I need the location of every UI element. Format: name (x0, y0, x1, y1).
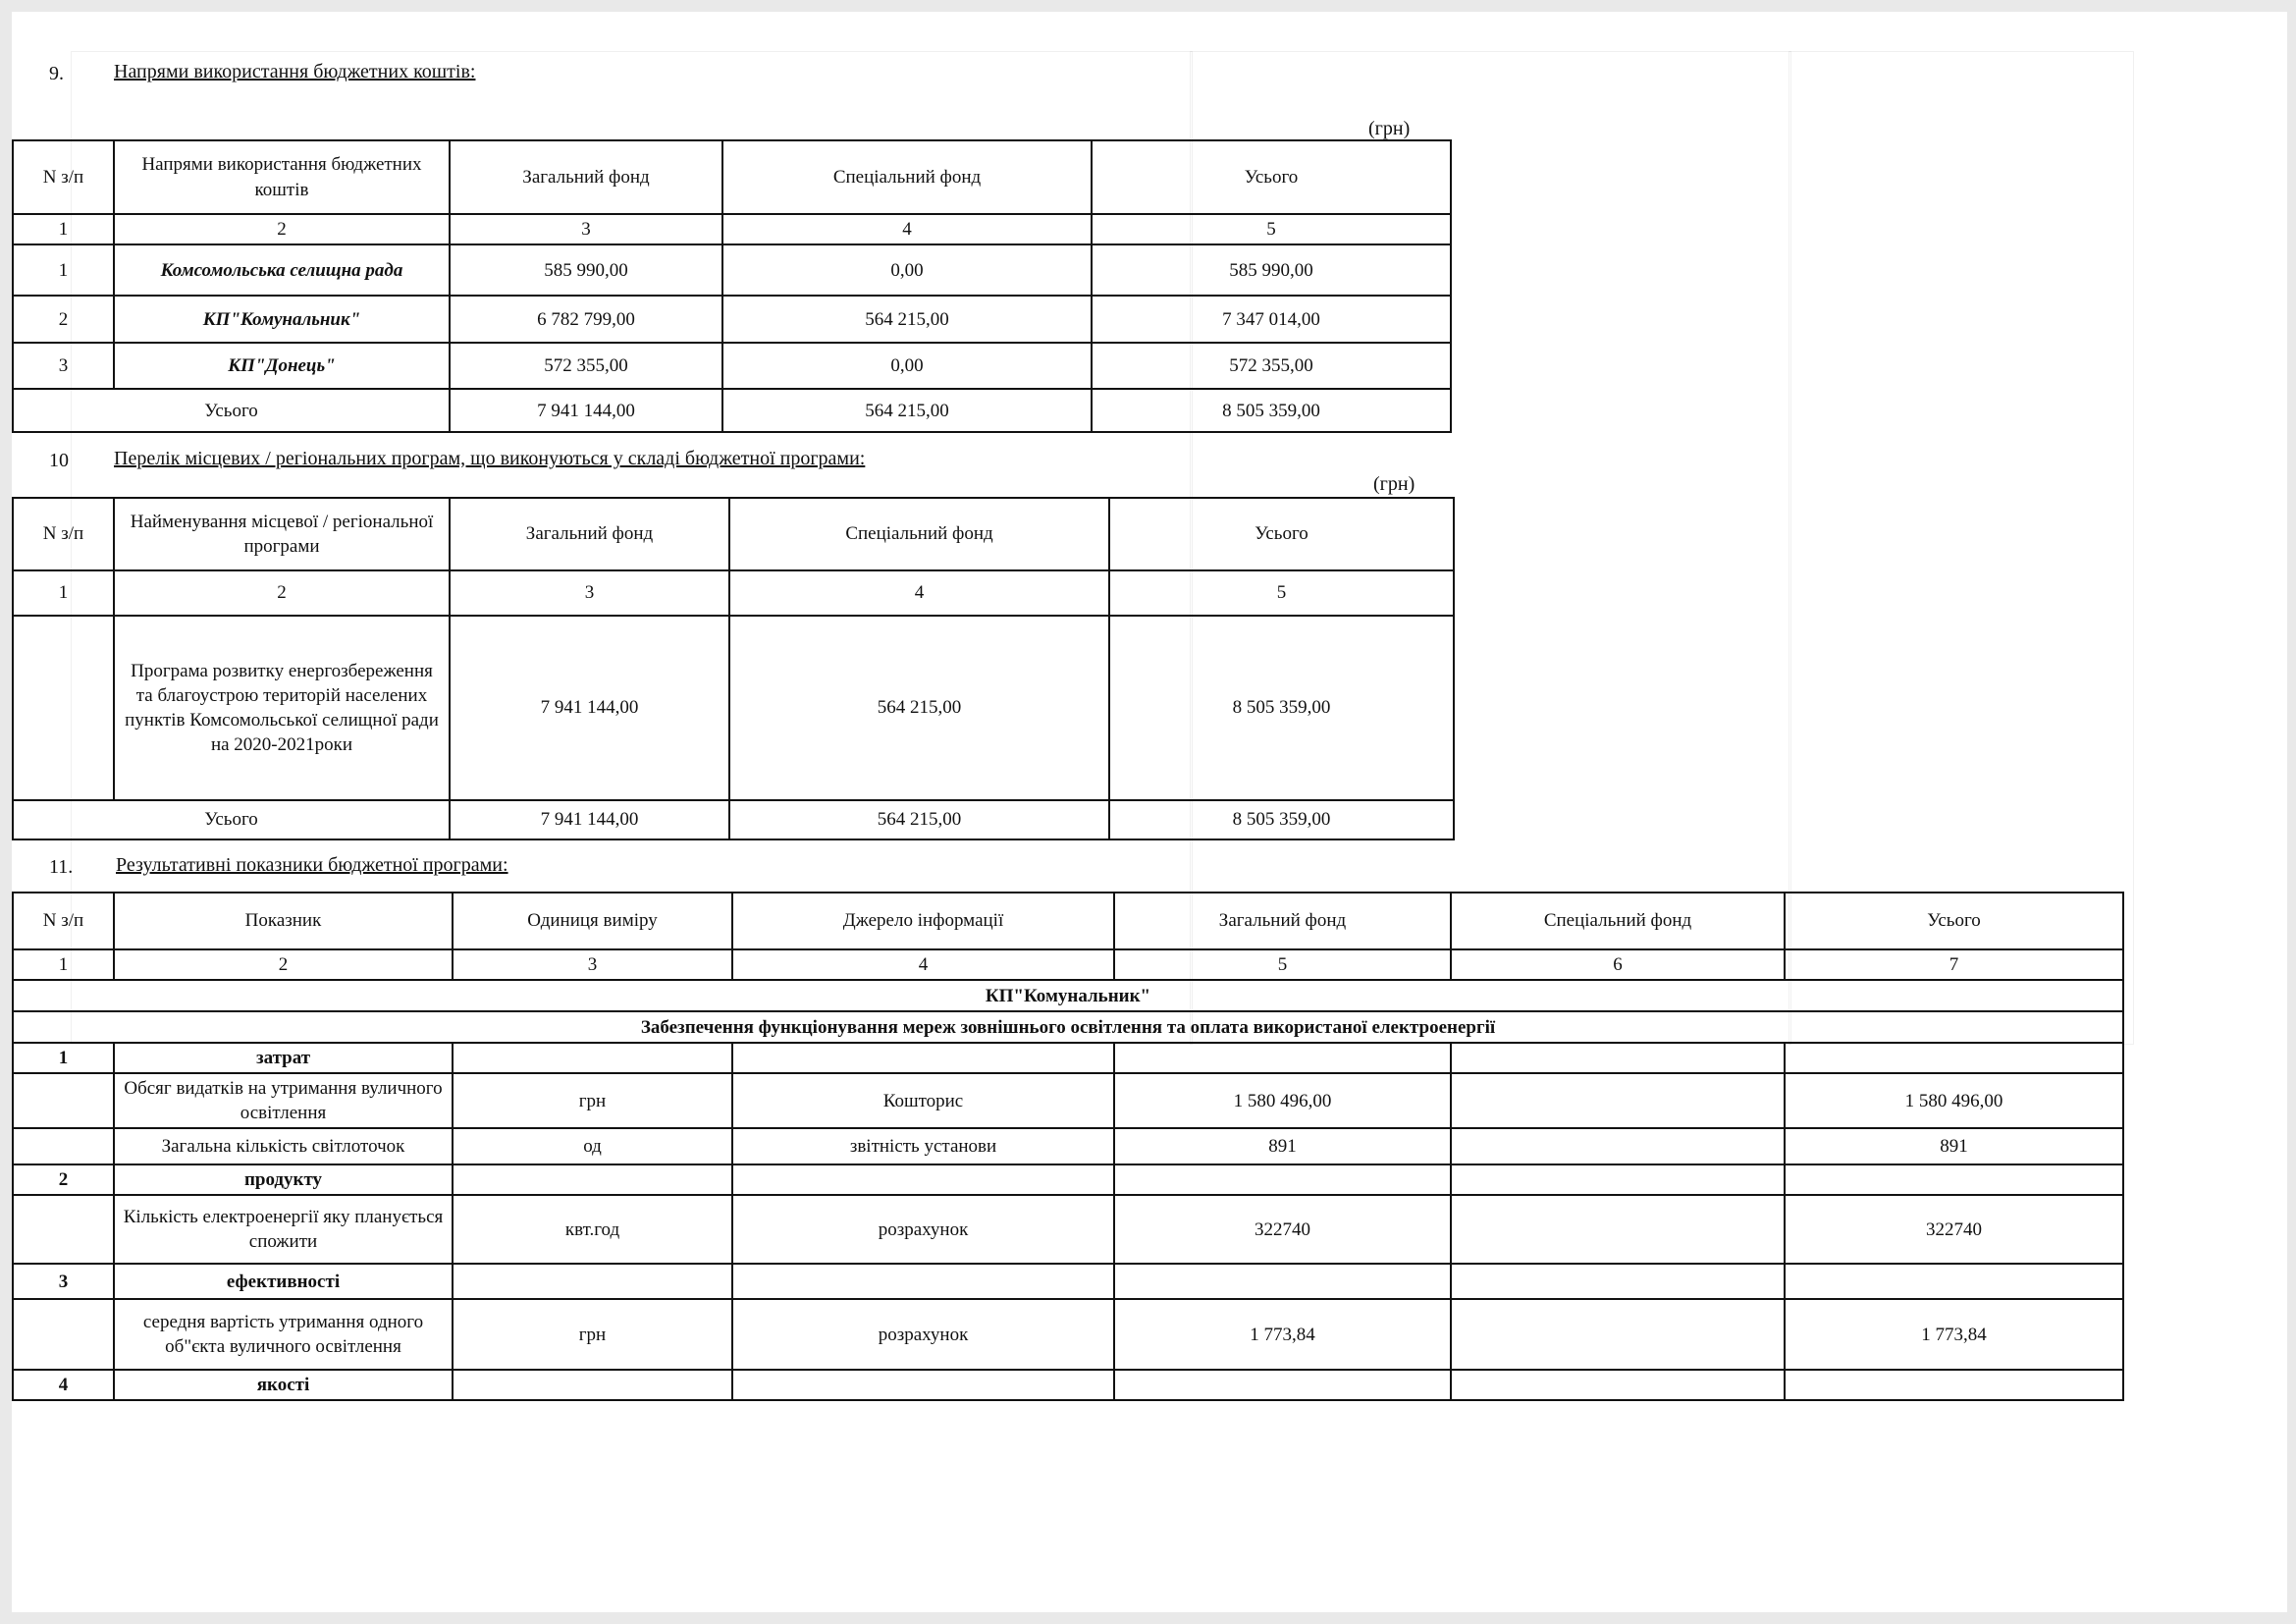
category-number: 2 (13, 1164, 114, 1195)
indicator-source: розрахунок (732, 1195, 1114, 1264)
total-special-fund: 564 215,00 (729, 800, 1109, 839)
category-row (13, 1164, 2123, 1195)
general-fund-value: 572 355,00 (450, 343, 722, 389)
indicator-unit: грн (453, 1299, 732, 1370)
row-number: 1 (13, 244, 114, 296)
total-value: 1 580 496,00 (1785, 1073, 2123, 1128)
special-fund-value: 0,00 (722, 244, 1092, 296)
general-fund-value: 1 580 496,00 (1114, 1073, 1451, 1128)
organization-name: КП"Комунальник" (13, 980, 2123, 1011)
header-cell: Спеціальний фонд (722, 140, 1092, 214)
program-name: Програма розвитку енергозбереження та благоустрою територій населених пунктів Комсомольської селищної ради на 2020-2021роки (114, 616, 450, 800)
task-name: Забезпечення функціонування мереж зовнішнього освітлення та оплата використаної електроенергії (13, 1011, 2123, 1043)
direction-name: Комсомольська селищна рада (114, 244, 450, 296)
total-value: 8 505 359,00 (1109, 616, 1454, 800)
column-number: 7 (1785, 949, 2123, 980)
total-special-fund: 564 215,00 (722, 389, 1092, 432)
category-label: затрат (114, 1043, 453, 1073)
column-number: 3 (450, 570, 729, 616)
header-cell: Одиниця виміру (453, 893, 732, 949)
section-10-number: 10 (49, 450, 69, 471)
general-fund-value: 891 (1114, 1128, 1451, 1164)
indicator-source: розрахунок (732, 1299, 1114, 1370)
table-row (13, 343, 1451, 389)
column-number: 1 (13, 570, 114, 616)
section-9-title: Напрями використання бюджетних коштів: (114, 61, 476, 82)
general-fund-value: 6 782 799,00 (450, 296, 722, 343)
total-value: 1 773,84 (1785, 1299, 2123, 1370)
performance-indicators-table (12, 892, 2124, 1401)
total-label: Усього (13, 389, 450, 432)
column-number-row (13, 570, 1454, 616)
column-number: 6 (1451, 949, 1785, 980)
total-row (13, 800, 1454, 839)
special-fund-value (1451, 1195, 1785, 1264)
category-row (13, 1370, 2123, 1400)
document-page (12, 12, 2287, 1612)
column-number: 4 (722, 214, 1092, 244)
category-label: продукту (114, 1164, 453, 1195)
indicator-name: Кількість електроенергії яку планується спожити (114, 1195, 453, 1264)
category-label: якості (114, 1370, 453, 1400)
table-header-row (13, 498, 1454, 570)
column-number: 1 (13, 949, 114, 980)
local-programs-table (12, 497, 1455, 840)
header-cell: Загальний фонд (1114, 893, 1451, 949)
section-9-number: 9. (49, 63, 64, 84)
category-row (13, 1043, 2123, 1073)
section-11-title: Результативні показники бюджетної програми: (116, 854, 508, 876)
organization-row (13, 980, 2123, 1011)
total-value: 572 355,00 (1092, 343, 1451, 389)
section-10-unit: (грн) (1373, 473, 1415, 495)
direction-name: КП"Донець" (114, 343, 450, 389)
table-row (13, 616, 1454, 800)
indicator-name: середня вартість утримання одного об"єкта вуличного освітлення (114, 1299, 453, 1370)
indicator-name: Загальна кількість світлоточок (114, 1128, 453, 1164)
column-number: 2 (114, 214, 450, 244)
column-number: 2 (114, 949, 453, 980)
budget-directions-table (12, 139, 1452, 433)
table-row (13, 244, 1451, 296)
column-number: 1 (13, 214, 114, 244)
row-number (13, 616, 114, 800)
column-number: 4 (729, 570, 1109, 616)
special-fund-value: 0,00 (722, 343, 1092, 389)
direction-name: КП"Комунальник" (114, 296, 450, 343)
header-cell: Усього (1092, 140, 1451, 214)
total-sum: 8 505 359,00 (1092, 389, 1451, 432)
header-cell: Показник (114, 893, 453, 949)
header-cell: Спеціальний фонд (1451, 893, 1785, 949)
header-cell: N з/п (13, 498, 114, 570)
column-number: 5 (1114, 949, 1451, 980)
total-sum: 8 505 359,00 (1109, 800, 1454, 839)
total-value: 7 347 014,00 (1092, 296, 1451, 343)
total-value: 891 (1785, 1128, 2123, 1164)
indicator-unit: квт.год (453, 1195, 732, 1264)
column-number: 4 (732, 949, 1114, 980)
row-number: 3 (13, 343, 114, 389)
category-number: 3 (13, 1264, 114, 1299)
column-number: 5 (1092, 214, 1451, 244)
column-number: 2 (114, 570, 450, 616)
header-cell: N з/п (13, 893, 114, 949)
column-number: 5 (1109, 570, 1454, 616)
indicator-row (13, 1073, 2123, 1128)
header-cell: Усього (1785, 893, 2123, 949)
column-number: 3 (450, 214, 722, 244)
section-9-unit: (грн) (1368, 118, 1411, 139)
header-cell: Загальний фонд (450, 140, 722, 214)
table-header-row (13, 893, 2123, 949)
task-row (13, 1011, 2123, 1043)
section-11-number: 11. (49, 856, 74, 878)
indicator-name: Обсяг видатків на утримання вуличного освітлення (114, 1073, 453, 1128)
header-cell: Спеціальний фонд (729, 498, 1109, 570)
table-header-row (13, 140, 1451, 214)
indicator-unit: од (453, 1128, 732, 1164)
indicator-row (13, 1299, 2123, 1370)
total-value: 585 990,00 (1092, 244, 1451, 296)
indicator-source: Кошторис (732, 1073, 1114, 1128)
section-10-title: Перелік місцевих / регіональних програм, що виконуються у складі бюджетної програми: (114, 448, 866, 469)
special-fund-value: 564 215,00 (722, 296, 1092, 343)
header-cell: Джерело інформації (732, 893, 1114, 949)
column-number-row (13, 214, 1451, 244)
table-row (13, 296, 1451, 343)
indicator-row (13, 1195, 2123, 1264)
header-cell: Напрями використання бюджетних коштів (114, 140, 450, 214)
indicator-source: звітність установи (732, 1128, 1114, 1164)
special-fund-value (1451, 1128, 1785, 1164)
total-value: 322740 (1785, 1195, 2123, 1264)
special-fund-value: 564 215,00 (729, 616, 1109, 800)
total-row (13, 389, 1451, 432)
column-number: 3 (453, 949, 732, 980)
general-fund-value: 322740 (1114, 1195, 1451, 1264)
special-fund-value (1451, 1073, 1785, 1128)
header-cell: Загальний фонд (450, 498, 729, 570)
general-fund-value: 7 941 144,00 (450, 616, 729, 800)
general-fund-value: 585 990,00 (450, 244, 722, 296)
category-number: 4 (13, 1370, 114, 1400)
special-fund-value (1451, 1299, 1785, 1370)
total-general-fund: 7 941 144,00 (450, 800, 729, 839)
header-cell: Найменування місцевої / регіональної програми (114, 498, 450, 570)
indicator-row (13, 1128, 2123, 1164)
column-number-row (13, 949, 2123, 980)
total-general-fund: 7 941 144,00 (450, 389, 722, 432)
total-label: Усього (13, 800, 450, 839)
category-label: ефективності (114, 1264, 453, 1299)
header-cell: Усього (1109, 498, 1454, 570)
category-row (13, 1264, 2123, 1299)
header-cell: N з/п (13, 140, 114, 214)
category-number: 1 (13, 1043, 114, 1073)
row-number: 2 (13, 296, 114, 343)
indicator-unit: грн (453, 1073, 732, 1128)
general-fund-value: 1 773,84 (1114, 1299, 1451, 1370)
